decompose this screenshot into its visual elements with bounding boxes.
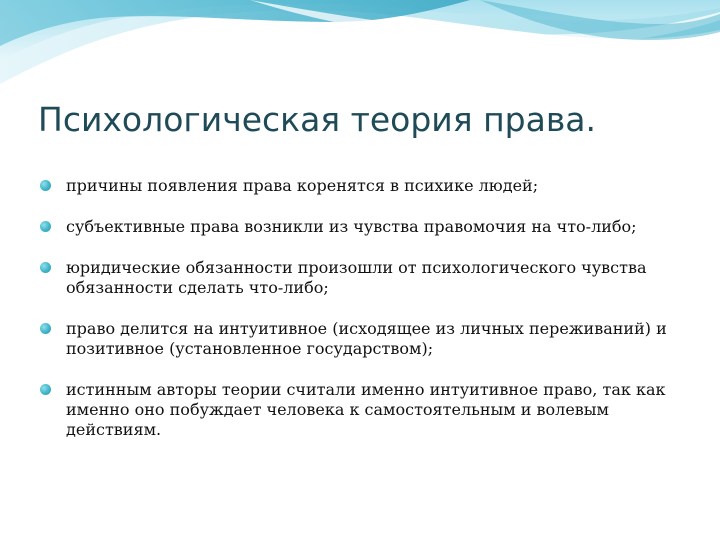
bullet-text: причины появления права коренятся в психике людей; bbox=[66, 176, 539, 195]
bullet-dot-icon bbox=[40, 262, 51, 273]
bullet-dot-icon bbox=[40, 323, 51, 334]
bullet-item bbox=[40, 176, 690, 196]
decorative-wave-header bbox=[0, 0, 720, 90]
bullet-text: юридические обязанности произошли от психологического чувства обязанности сделать что-либо; bbox=[66, 258, 647, 297]
bullet-list bbox=[40, 176, 690, 440]
bullet-dot-icon bbox=[40, 384, 51, 395]
slide-title: Психологическая теория права. bbox=[38, 100, 596, 139]
bullet-text: право делится на интуитивное (исходящее из личных переживаний) и позитивное (установленное государством); bbox=[66, 319, 667, 358]
bullet-dot-icon bbox=[40, 180, 51, 191]
bullet-item bbox=[40, 380, 690, 440]
bullet-item bbox=[40, 319, 690, 359]
bullet-text: истинным авторы теории считали именно интуитивное право, так как именно оно побуждает человека к самостоятельным и волевым действиям. bbox=[66, 380, 666, 439]
bullet-text: субъективные права возникли из чувства правомочия на что-либо; bbox=[66, 217, 637, 236]
bullet-item bbox=[40, 258, 690, 298]
bullet-dot-icon bbox=[40, 221, 51, 232]
bullet-item bbox=[40, 217, 690, 237]
